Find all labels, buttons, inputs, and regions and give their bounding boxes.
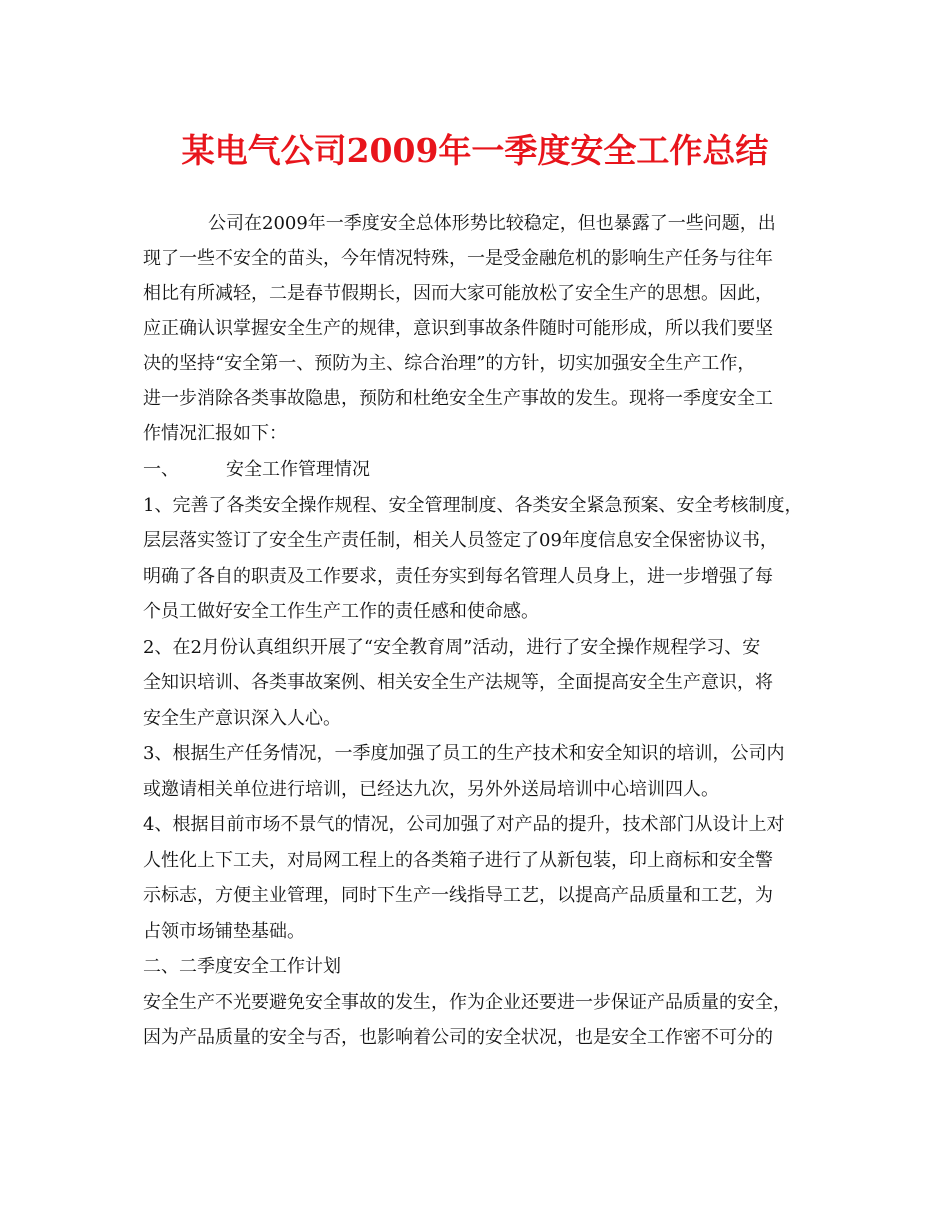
paragraph-line: 个员工做好安全工作生产工作的责任感和使命感。 — [143, 601, 539, 622]
paragraph-line: 应正确认识掌握安全生产的规律，意识到事故条件随时可能形成，所以我们要坚 — [143, 318, 773, 339]
paragraph-line: 2、在2月份认真组织开展了“安全教育周”活动，进行了安全操作规程学习、安 — [143, 637, 761, 658]
paragraph-line: 安全生产意识深入人心。 — [143, 708, 341, 729]
section-heading-1 — [143, 452, 370, 488]
paragraph-line: 现了一些不安全的苗头，今年情况特殊，一是受金融危机的影响生产任务与往年 — [143, 248, 773, 269]
section-number: 一、 — [143, 459, 179, 480]
paragraph-line: 1、完善了各类安全操作规程、安全管理制度、各类安全紧急预案、安全考核制度， — [143, 495, 803, 516]
paragraph-line: 3、根据生产任务情况，一季度加强了员工的生产技术和安全知识的培训，公司内 — [143, 743, 785, 764]
paragraph-line: 占领市场铺垫基础。 — [143, 921, 305, 942]
paragraph-line: 或邀请相关单位进行培训，已经达九次，另外外送局培训中心培训四人。 — [143, 779, 719, 800]
paragraph-line: 作情况汇报如下： — [143, 423, 287, 444]
paragraph-line: 人性化上下工夫，对局网工程上的各类箱子进行了从新包装，印上商标和安全警 — [143, 850, 773, 871]
document-title: 某电气公司2009年一季度安全工作总结 — [181, 131, 769, 170]
paragraph-line: 明确了各自的职责及工作要求，责任夯实到每名管理人员身上，进一步增强了每 — [143, 566, 773, 587]
paragraph-line: 层层落实签订了安全生产责任制，相关人员签定了09年度信息安全保密协议书， — [143, 530, 778, 551]
paragraph-line: 决的坚持“安全第一、预防为主、综合治理”的方针，切实加强安全生产工作， — [143, 353, 756, 374]
paragraph-line: 示标志，方便主业管理，同时下生产一线指导工艺，以提高产品质量和工艺，为 — [143, 885, 773, 906]
paragraph-line: 相比有所减轻，二是春节假期长，因而大家可能放松了安全生产的思想。因此， — [143, 283, 773, 304]
paragraph-line: 进一步消除各类事故隐患，预防和杜绝安全生产事故的发生。现将一季度安全工 — [143, 388, 773, 409]
paragraph-line: 4、根据目前市场不景气的情况，公司加强了对产品的提升，技术部门从设计上对 — [143, 814, 785, 835]
section-title: 安全工作管理情况 — [226, 459, 370, 480]
section-heading-2: 二、二季度安全工作计划 — [143, 956, 341, 977]
paragraph-line: 因为产品质量的安全与否，也影响着公司的安全状况，也是安全工作密不可分的 — [143, 1027, 773, 1048]
paragraph-line: 安全生产不光要避免安全事故的发生，作为企业还要进一步保证产品质量的安全， — [143, 992, 791, 1013]
paragraph-line: 全知识培训、各类事故案例、相关安全生产法规等，全面提高安全生产意识，将 — [143, 672, 773, 693]
paragraph-line: 公司在2009年一季度安全总体形势比较稳定，但也暴露了一些问题，出 — [208, 213, 776, 234]
